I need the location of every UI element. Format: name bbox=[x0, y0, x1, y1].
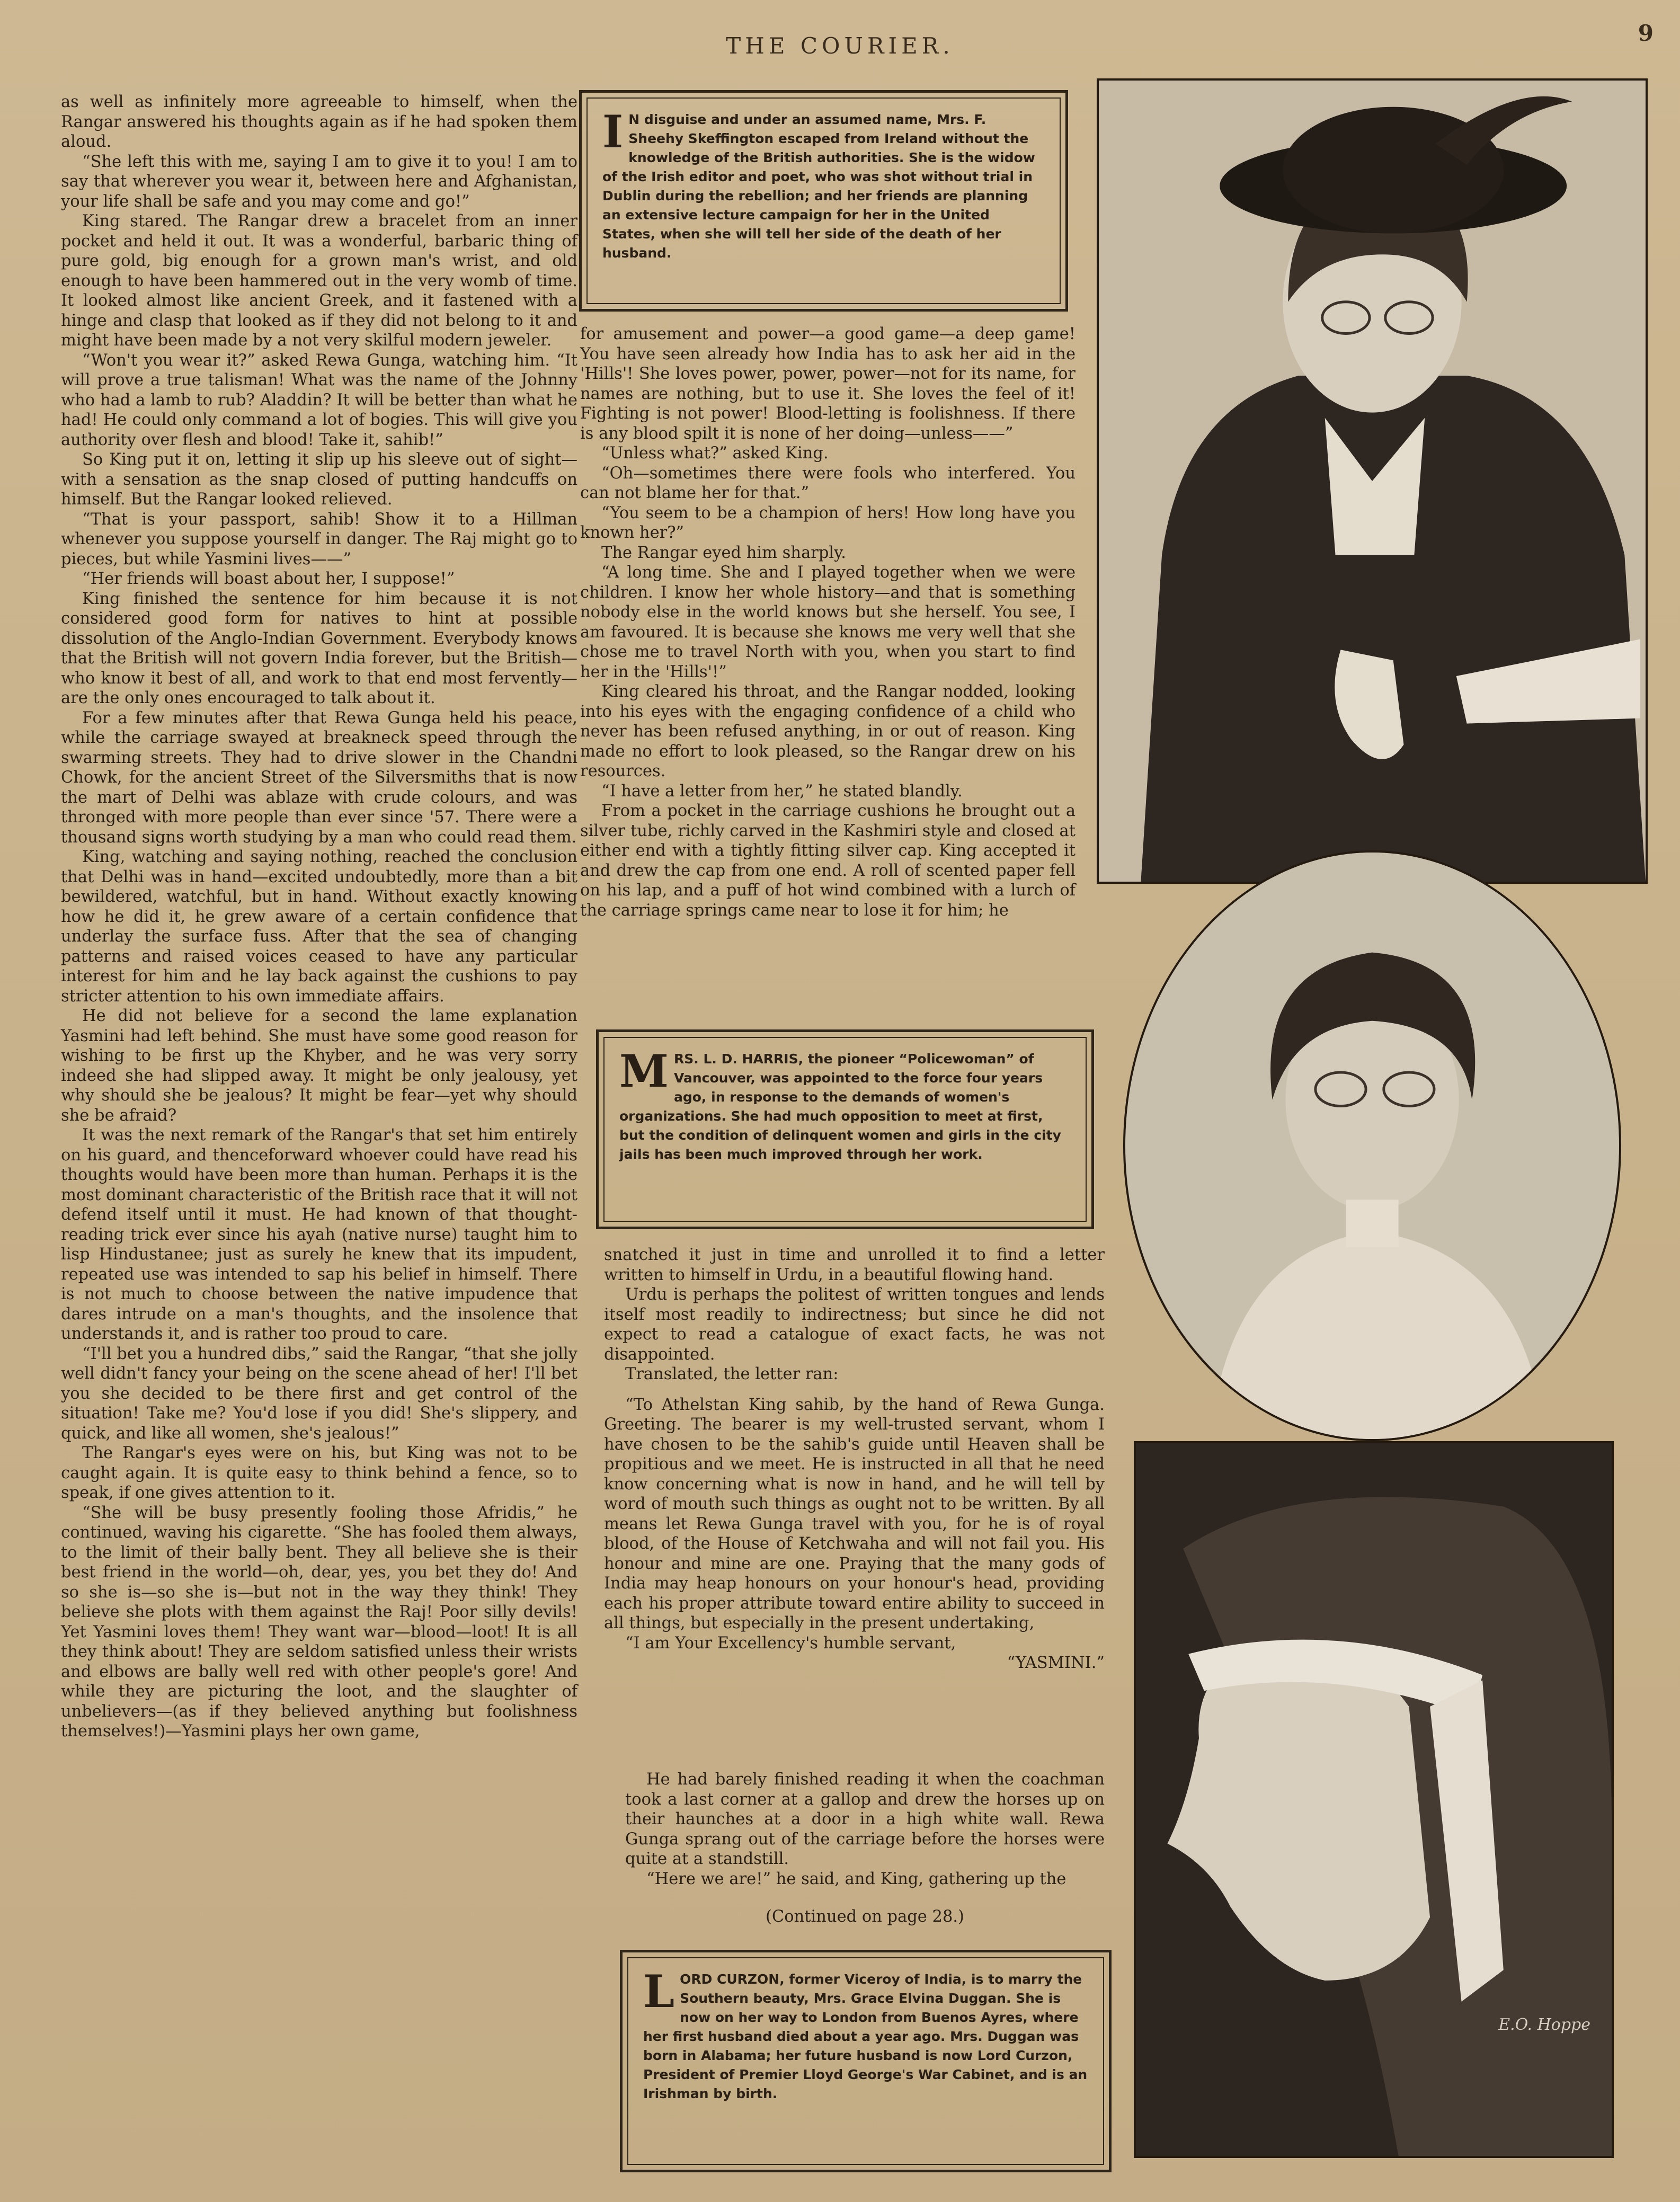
drop-cap: I bbox=[602, 105, 624, 158]
story-paragraph: “That is your passport, sahib! Show it to a Hillman whenever you suppose yourself in danger. The Raj might go to pieces, but while Yasmini lives——” bbox=[61, 510, 577, 569]
story-paragraph: “A long time. She and I played together when we were children. I know her whole history—and that is something nobody else in the world knows but she herself. You see, I am favoured. It is because she knows me very well that she chose me to travel North with you, when you start to find her in the 'Hills'!” bbox=[580, 563, 1075, 681]
story-paragraph: “She will be busy presently fooling those Afridis,” he continued, waving his cigarette. “She has fooled them always, to the limit of their bally bent. They all believe she is their best friend in the world—oh, dear, yes, you bet they do! And so she is—so she is—but not in the way they think! They believe she plots with them against the Raj! Poor silly devils! Yet Yasmini loves them! They want war—blood—loot! It is all they think about! They are seldom satisfied unless their wrists and elbows are bally well red with other people's gore! And while they are picturing the loot, and the slaughter of unbelievers—(as if they believed anything but foolishness themselves!)—Yasmini plays her own game, bbox=[61, 1503, 577, 1741]
story-paragraph: He had barely finished reading it when the coachman took a last corner at a gallop and drew the horses up on their haunches at a door in a high white wall. Rewa Gunga sprang out of the carriage before the horses were quite at a standstill. bbox=[625, 1770, 1105, 1868]
story-paragraph: King finished the sentence for him because it is not considered good form for natives to hint at possible dissolution of the Anglo-Indian Government. Everybody knows that the British will not govern India forever, but the British—who know it best of all, and work to that end most fervently—are the only ones encouraged to talk about it. bbox=[61, 589, 577, 707]
story-paragraph: So King put it on, letting it slip up his sleeve out of sight—with a sensation as the snap closed of putting handcuffs on himself. But the Rangar looked relieved. bbox=[61, 450, 577, 509]
page-number: 9 bbox=[1638, 20, 1654, 46]
continued-note: (Continued on page 28.) bbox=[766, 1907, 964, 1926]
story-paragraph: “Here we are!” he said, and King, gathering up the bbox=[646, 1869, 1066, 1888]
news-box-text: ORD CURZON, former Viceroy of India, is to marry the Southern beauty, Mrs. Grace Elvina Duggan. She is now on her way to London from Buenos Ayres, where her first husband died about a year ago. Mrs. Duggan was born in Alabama; her future husband is now Lord Curzon, President of Premier Lloyd George's War Cabinet, and is an Irishman by birth. bbox=[643, 1972, 1088, 2101]
story-paragraph: “Won't you wear it?” asked Rewa Gunga, watching him. “It will prove a true talisman! What was the name of the Johnny who had a lamb to rub? Aladdin? It will be better than what he had! He could only command a lot of bogies. This will give you authority over flesh and blood! Take it, sahib!” bbox=[61, 351, 577, 449]
story-paragraph: King cleared his throat, and the Rangar nodded, looking into his eyes with the engaging confidence of a child who never has been refused anything, in or out of reason. King made no effort to look pleased, so the Rangar drew on his resources. bbox=[580, 682, 1075, 780]
story-paragraph: “I have a letter from her,” he stated blandly. bbox=[601, 782, 963, 801]
story-paragraph: “Oh—sometimes there were fools who interfered. You can not blame her for that.” bbox=[580, 464, 1075, 502]
story-paragraph: King, watching and saying nothing, reached the conclusion that Delhi was in hand—excited undoubtedly, more than a bit bewildered, watchful, but in hand. Without exactly knowing how he did it, he grew aware of a certain confidence that underlay the surface fuss. After that the sea of changing patterns and raised voices ceased to have any particular interest for him and he lay back against the cushions to pay stricter attention to his own immediate affairs. bbox=[61, 848, 577, 1006]
story-paragraph: “Unless what?” asked King. bbox=[601, 444, 829, 463]
news-box-inner bbox=[627, 1957, 1104, 2165]
story-paragraph: He did not believe for a second the lame explanation Yasmini had left behind. She must have some good reason for wishing to be first up the Khyber, and he was very sorry indeed she had slipped away. It might be only jealousy, yet why should she be jealous? It might be fear—yet why should she be afraid? bbox=[61, 1007, 577, 1125]
story-paragraph: The Rangar eyed him sharply. bbox=[601, 543, 846, 562]
story-paragraph: The Rangar's eyes were on his, but King was not to be caught again. It is quite easy to think behind a fence, so to speak, if one gives attention to it. bbox=[61, 1444, 577, 1502]
drop-cap: L bbox=[643, 1965, 675, 2018]
news-box-curzon bbox=[620, 1950, 1112, 2172]
story-column-1 bbox=[61, 92, 577, 1742]
drop-cap: M bbox=[619, 1045, 669, 1097]
news-box-harris bbox=[596, 1029, 1094, 1229]
portrait-photo-harris bbox=[1123, 850, 1621, 1441]
running-title: THE COURIER. bbox=[726, 33, 954, 59]
story-paragraph: “You seem to be a champion of hers! How long have you known her?” bbox=[580, 503, 1075, 542]
news-box-inner bbox=[586, 97, 1061, 304]
news-box-inner bbox=[603, 1037, 1087, 1222]
story-paragraph: “Her friends will boast about her, I suppose!” bbox=[82, 570, 455, 588]
story-paragraph: Urdu is perhaps the politest of written tongues and lends itself most readily to indirectness; but since he did not expect to read a catalogue of exact facts, he was not disappointed. bbox=[604, 1285, 1105, 1364]
story-paragraph: for amusement and power—a good game—a deep game! You have seen already how India has to ask her aid in the 'Hills'! She loves power, power, power—not for its name, for names are nothing, but to use it. She loves the feel of it! Fighting is not power! Blood-letting is foolishness. If there is any blood spilt it is none of her doing—unless——” bbox=[580, 325, 1075, 443]
story-paragraph: Translated, the letter ran: bbox=[625, 1365, 839, 1383]
letter-signature: “YASMINI.” bbox=[1007, 1654, 1105, 1672]
portrait-illustration bbox=[1125, 853, 1619, 1439]
photo-credit: E.O. Hoppe bbox=[1498, 2015, 1590, 2034]
portrait-photo-duggan bbox=[1134, 1441, 1614, 2158]
news-box-text: N disguise and under an assumed name, Mrs. F. Sheehy Skeffington escaped from Ireland without the knowledge of the British authorities. She is the widow of the Irish editor and poet, who was shot without trial in Dublin during the rebellion; and her friends are planning an extensive lecture campaign for her in the United States, when she will tell her side of the death of her husband. bbox=[602, 112, 1035, 261]
story-column-2-upper bbox=[580, 324, 1075, 920]
story-paragraph: It was the next remark of the Rangar's that set him entirely on his guard, and thenceforward whoever could have read his thoughts would have been more than human. Perhaps it is the most dominant characteristic of the British race that it will not defend itself until it must. He had known of that thought-reading trick ever since his ayah (native nurse) taught him to lisp Hindustanee; just as surely he knew that its impudent, repeated use was intended to sap his belief in himself. There is not much to choose between the native impudence that dares intrude on a man's thoughts, and the insolence that understands it, and is rather too proud to care. bbox=[61, 1126, 577, 1343]
letter-closing: “I am Your Excellency's humble servant, bbox=[625, 1633, 956, 1653]
letter-paragraph: “To Athelstan King sahib, by the hand of Rewa Gunga. Greeting. The bearer is my well-trusted servant, whom I have chosen to be the sahib's guide until Heaven shall be propitious and we meet. He is instructed in all that he need know concerning what is now in hand, and he will tell by word of mouth such things as ought not to be written. By all means let Rewa Gunga travel with you, for he is of royal blood, of the House of Ketchwaha and will not fail you. His honour and mine are one. Praying that the many gods of India may heap honours on your honour's head, providing each his proper attribute toward entire ability to succeed in all things, but especially in the present undertaking, bbox=[604, 1395, 1105, 1632]
story-column-2-lower bbox=[625, 1770, 1105, 1889]
story-paragraph: as well as infinitely more agreeable to himself, when the Rangar answered his thoughts again as if he had spoken them aloud. bbox=[61, 93, 577, 151]
story-paragraph: “She left this with me, saying I am to give it to you! I am to say that wherever you wear it, between here and Afghanistan, your life shall be safe and you may come and go!” bbox=[61, 152, 577, 211]
story-paragraph: From a pocket in the carriage cushions he brought out a silver tube, richly carved in the Kashmiri style and closed at either end with a tightly fitting silver cap. King accepted it and drew the cap from one end. A roll of scented paper fell on his lap, and a puff of hot wind combined with a lurch of the carriage springs came near to lose it for him; he bbox=[580, 802, 1075, 920]
portrait-illustration bbox=[1136, 1443, 1612, 2156]
portrait-illustration bbox=[1099, 81, 1646, 882]
portrait-photo-skeffington bbox=[1097, 78, 1648, 884]
story-paragraph: For a few minutes after that Rewa Gunga held his peace, while the carriage swayed at breakneck speed through the swarming streets. They had to drive slower in the Chandni Chowk, for the ancient Street of the Silversmiths that is now the mart of Delhi was ablaze with crude colours, and was thronged with more people than ever since '57. There were a thousand signs worth studying by a man who could read them. bbox=[61, 708, 577, 847]
news-box-skeffington bbox=[579, 90, 1068, 312]
story-paragraph: snatched it just in time and unrolled it to find a letter written to himself in Urdu, in a beautiful flowing hand. bbox=[604, 1246, 1105, 1284]
story-column-2-middle bbox=[604, 1245, 1105, 1673]
story-paragraph: “I'll bet you a hundred dibs,” said the Rangar, “that she jolly well didn't fancy your being on the scene ahead of her! I'll bet you she decided to be there first and get control of the situation! Take me? You'd lose if you did! She's slippery, and quick, and like all women, she's jealous!” bbox=[61, 1344, 577, 1443]
story-paragraph: King stared. The Rangar drew a bracelet from an inner pocket and held it out. It was a wonderful, barbaric thing of pure gold, big enough for a grown man's wrist, and old enough to have been hammered out in the very womb of time. It looked almost like ancient Greek, and it fastened with a hinge and clasp that looked as if they did not belong to it and might have been made by a not very skilful modern jeweler. bbox=[61, 212, 577, 350]
news-box-text: RS. L. D. HARRIS, the pioneer “Policewoman” of Vancouver, was appointed to the force four years ago, in response to the demands of women's organizations. She had much opposition to meet at first, but the condition of delinquent women and girls in the city jails has been much improved through her work. bbox=[619, 1051, 1061, 1162]
